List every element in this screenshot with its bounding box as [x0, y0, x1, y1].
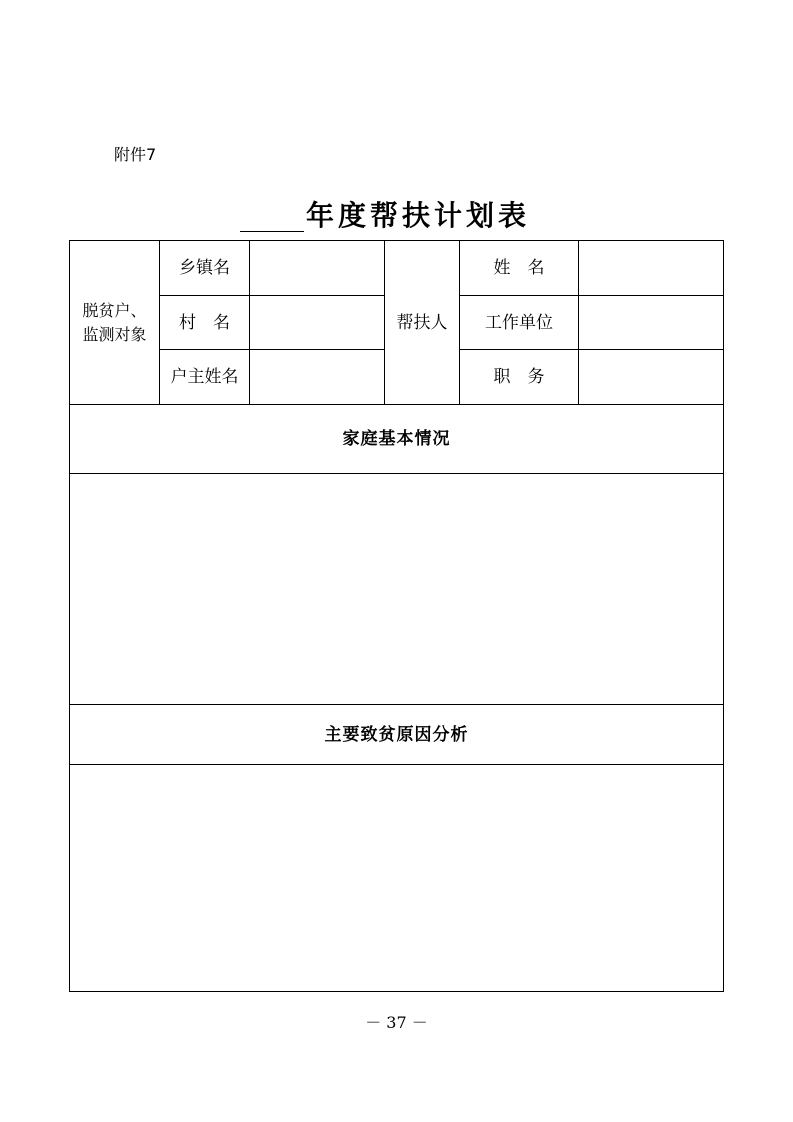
family-section-content[interactable] — [70, 474, 723, 704]
helper-workplace-label: 工作单位 — [485, 312, 553, 333]
title-row — [0, 196, 793, 236]
family-section-title: 家庭基本情况 — [342, 429, 451, 449]
householder-label: 户主姓名 — [170, 367, 239, 387]
assistance-plan-form — [69, 240, 724, 992]
page-number: － 37 － — [365, 1013, 428, 1032]
subject-group-label: 脱贫户、 监测对象 — [82, 300, 147, 344]
township-label: 乡镇名 — [179, 258, 230, 278]
village-value[interactable] — [250, 296, 384, 349]
poverty-cause-section-title: 主要致贫原因分析 — [324, 724, 469, 745]
year-blank[interactable] — [240, 231, 304, 232]
helper-name-label: 姓 名 — [493, 258, 545, 278]
helper-name-value[interactable] — [579, 241, 723, 295]
attachment-label: 附件7 — [114, 145, 157, 164]
helper-position-value[interactable] — [579, 350, 723, 404]
township-value[interactable] — [250, 241, 384, 295]
page-title: 年度帮扶计划表 — [306, 199, 531, 232]
helper-group-label: 帮扶人 — [396, 312, 448, 333]
helper-position-label: 职 务 — [493, 367, 545, 387]
village-label: 村 名 — [179, 312, 230, 333]
poverty-cause-section-content[interactable] — [70, 765, 723, 990]
householder-value[interactable] — [250, 350, 384, 404]
helper-workplace-value[interactable] — [579, 296, 723, 349]
